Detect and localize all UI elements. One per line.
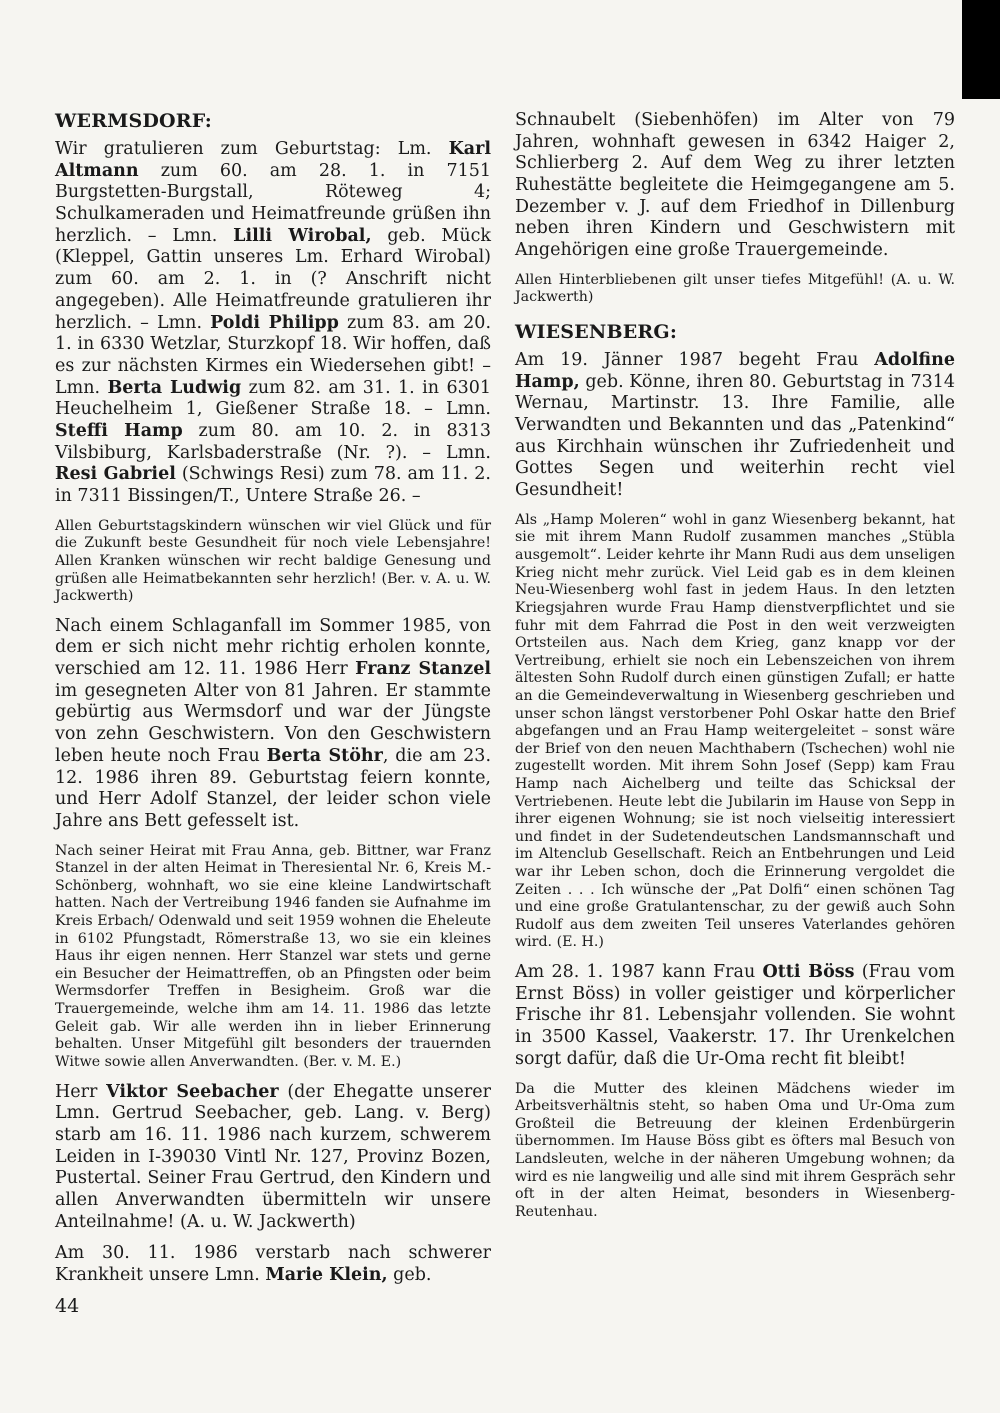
bold-name: Resi Gabriel [55,464,176,485]
paragraph [515,512,955,952]
text-run: Allen Hinterbliebenen gilt unser tiefes Mitgefühl! (A. u. W. Jackwerth) [515,271,955,306]
text-run: Am 28. 1. 1987 kann Frau [515,962,763,983]
right-column [515,110,955,1297]
text-run: Als „Hamp Moleren“ wohl in ganz Wiesenberg bekannt, hat sie mit ihrem Mann Rudolf zusammen manches „Stübla ausgemolt“. Leider kehrte ihr Mann Rudi aus dem unseligen Krieg nicht mehr zurück. Viel Leid gab es in dem kleinen Neu-Wiesenberg wohl fast in jedem Haus. In den letzten Kriegsjahren wurde Frau Hamp dienstverpflichtet und sie fuhr mit dem Fahrrad die Post in den weit verzweigten Ortsteilen aus. Nach dem Krieg, ganz knapp vor der Vertreibung, erhielt sie noch ein Lebenszeichen von ihrem ältesten Sohn Rudolf durch einen günstigen Zufall; er hatte an die Gemeindeverwaltung in Wiesenberg geschrieben und unser schon längst verstorbener Pohl Oskar hatte den Brief abgefangen und an Frau Hamp weitergeleitet – sonst wäre der Brief von den neuen Machthabern (Tschechen) wohl nie zugestellt worden. Mit ihrem Sohn Josef (Sepp) kam Frau Hamp nach Aichelberg und teilte das Schicksal der Vertriebenen. Heute lebt die Jubilarin im Hause von Sepp in ihrer eigenen Wohnung; sie ist noch vielseitig interessiert und findet in der Sudetendeutschen Landsmannschaft und im Altenclub Gesellschaft. Reich an Entbehrungen und Leid war ihr Leben schon, doch die Erinnerung vergoldet die Zeiten . . . Ich wünsche der „Pat Dolfi“ einen schönen Tag und eine große Gratulantenschar, zu der gewiß auch Sohn Rudolf aus dem zweiten Teil unseres Vaterlandes gehören wird. (E. H.) [515,511,955,951]
bold-name: Karl Altmann [55,139,491,181]
text-run: zum 82. am 31. 1. in 6301 Heuchelheim 1, Gießener Straße 18. – Lmn. [55,377,491,420]
section-heading: WERMSDORF: [55,110,213,132]
scan-artifact-bar [962,0,1000,99]
bold-name: Berta Stöhr [266,745,383,766]
bold-name: Viktor Seebacher [106,1081,279,1102]
text-run: Schnaubelt (Siebenhöfen) im Alter von 79 Jahren, wohnhaft gewesen in 6342 Haiger 2, Schlierberg 2. Auf dem Weg zu ihrer letzten Ruhestätte begleitete die Heimgegangene am 5. Dezember v. J. auf dem Friedhof in Dillenburg neben ihren Kindern und Geschwistern mit Angehörigen eine große Trauergemeinde. [515,110,955,261]
text-run: (Frau vom Ernst Böss) in voller geistiger und körperlicher Frische ihr 81. Lebensjahr vollenden. Sie wohnt in 3500 Kassel, Vaakerstr. 17. Ihr Urenkelchen sorgt dafür, daß die Ur-Oma recht fit bleibt! [515,962,956,1069]
bold-name: Steffi Hamp [55,420,183,441]
text-run: geb. Könne, ihren 80. Geburtstag in 7314 Wernau, Martinstr. 13. Ihre Familie, alle Verwandten und Bekannten und das „Patenkind“ aus Kirchhain wünschen ihr Zufriedenheit und Gottes Segen und weiterhin recht viel Gesundheit! [515,371,955,501]
text-run: Am 19. Jänner 1987 begeht Frau [515,350,875,371]
bold-name: Adolfine Hamp, [515,350,955,392]
text-run: zum 60. am 28. 1. in 7151 Burgstetten-Burgstall, Röteweg 4; Schulkameraden und Heimatfreunde grüßen ihn herzlich. – Lmn. [55,160,491,246]
paragraph [515,962,955,1070]
text-run: Wir gratulieren zum Geburtstag: Lm. [55,139,449,159]
paragraph [515,350,955,502]
text-run: zum 80. am 10. 2. in 8313 Vilsbiburg, Karlsbaderstraße (Nr. ?). – Lmn. [55,420,491,463]
bold-name: Franz Stanzel [355,659,491,680]
text-run: Nach seiner Heirat mit Frau Anna, geb. Bittner, war Franz Stanzel in der alten Heimat in Theresiental Nr. 6, Kreis M.-Schönberg, wohnhaft, wo sie eine kleine Landwirtschaft hatten. Nach der Vertreibung 1946 fanden sie Aufnahme im Kreis Erbach/ Odenwald und seit 1959 wohnen die Eheleute in 6102 Pfungstadt, Römerstraße 13, wo sie ein kleines Haus ihr eigen nennen. Herr Stanzel war stets und gerne ein Besucher der Heimattreffen, ob an Pfingsten oder beim Wermsdorfer Treffen in Besigheim. Groß war die Trauergemeinde, welche ihm am 14. 11. 1986 das letzte Geleit gab. Wir alle werden ihn in lieber Erinnerung behalten. Unser Mitgefühl gilt besonders der trauernden Witwe sowie allen Anverwandten. (Ber. v. M. E.) [55,842,491,1070]
text-run: Am 30. 11. 1986 verstarb nach schwerer Krankheit unsere Lmn. [55,1243,491,1286]
bold-name: Marie Klein, [265,1265,388,1286]
text-run: Allen Geburtstagskindern wünschen wir viel Glück und für die Zukunft beste Gesundheit für noch viele Lebensjahre! Allen Kranken wünschen wir recht baldige Genesung und grüßen alle Heimatbekannten sehr herzlich! (Ber. v. A. u. W. Jackwerth) [55,517,491,605]
bold-name: Lilli Wirobal, [233,225,372,246]
text-run: geb. Mück (Kleppel, Gattin unseres Lm. Erhard Wirobal) zum 60. am 2. 1. in (? Anschrift nicht angegeben). Alle Heimatfreunde gratulieren ihr herzlich. – Lmn. [55,225,491,333]
bold-name: Poldi Philipp [210,312,339,333]
paragraph [515,110,955,262]
paragraph [515,272,955,307]
text-run: geb. [387,1265,432,1286]
text-run: Herr [55,1081,107,1102]
paragraph [55,518,491,606]
paragraph [55,616,491,833]
page-number: 44 [55,1295,80,1317]
text-run: (Schwings Resi) zum 78. am 11. 2. in 7311 Bissingen/T., Untere Straße 26. – [55,464,491,506]
paragraph [55,139,491,508]
bold-name: Otti Böss [762,962,855,983]
text-columns [55,110,955,1297]
text-run: Da die Mutter des kleinen Mädchens wieder im Arbeitsverhältnis steht, so haben Oma und Ur-Oma zum Großteil die Betreuung der kleinen Erdenbürgerin übernommen. Im Hause Böss gibt es öfters mal Besuch von Landsleuten, welche in der näheren Umgebung wohnen; da wird es nie langweilig und alle sind mit ihrem Gespräch sehr oft in der alten Heimat, besonders in Wiesenberg-Reutenhau. [515,1080,955,1220]
paragraph [55,1082,491,1234]
text-run: Nach einem Schlaganfall im Sommer 1985, von dem er sich nicht mehr richtig erholen konnte, verschied am 12. 11. 1986 Herr [55,615,491,680]
section-heading: WIESENBERG: [515,321,678,344]
paragraph [55,1243,491,1286]
text-run: , die am 23. 12. 1986 ihren 89. Geburtstag feiern konnte, und Herr Adolf Stanzel, der leider schon viele Jahre ans Bett gefesselt ist. [55,745,492,831]
text-run: (der Ehegatte unserer Lmn. Gertrud Seebacher, geb. Lang. v. Berg) starb am 16. 11. 1986 nach kurzem, schwerem Leiden in I-39030 Vintl Nr. 127, Provinz Bozen, Pustertal. Seiner Frau Gertrud, den Kindern und allen Anverwandten übermitteln wir unsere Anteilnahme! (A. u. W. Jackwerth) [55,1081,491,1232]
text-run: im gesegneten Alter von 81 Jahren. Er stammte gebürtig aus Wermsdorf und war der Jüngste von zehn Geschwistern. Von den Geschwistern leben heute noch Frau [55,680,491,766]
bold-name: Berta Ludwig [107,377,242,398]
text-run: zum 83. am 20. 1. in 6330 Wetzlar, Sturzkopf 18. Wir hoffen, daß es zur nächsten Kirmes ein Wiedersehen gibt! – Lmn. [55,312,492,398]
left-column [55,110,491,1297]
paragraph [55,843,491,1072]
paragraph [515,1081,955,1222]
